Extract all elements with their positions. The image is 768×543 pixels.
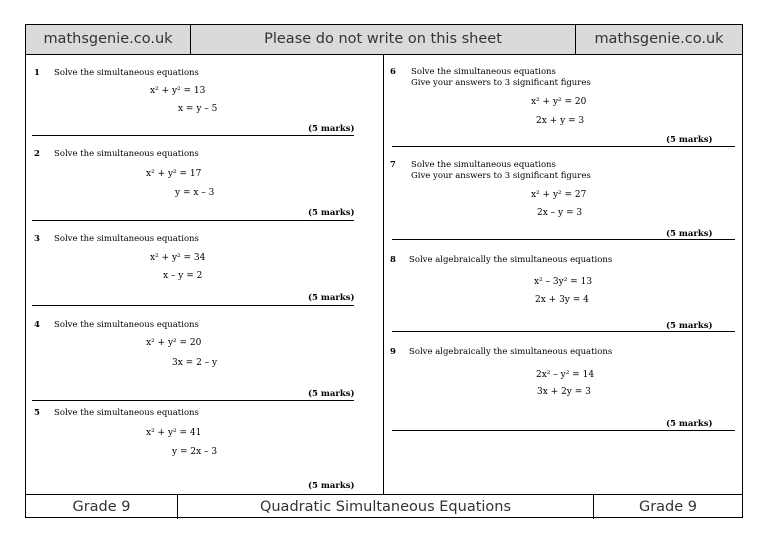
question-instruction: Solve the simultaneous equations — [411, 67, 556, 77]
marks-label: (5 marks) — [666, 135, 713, 145]
equation-2: y = 2x – 3 — [172, 447, 218, 457]
marks-label: (5 marks) — [666, 419, 713, 429]
equation-2: x – y = 2 — [163, 271, 203, 281]
question-number: 8 — [390, 255, 396, 265]
question-instruction: Solve the simultaneous equations — [54, 234, 199, 244]
equation-2: 2x – y = 3 — [537, 208, 583, 218]
question-instruction: Solve the simultaneous equations — [411, 160, 556, 170]
worksheet — [25, 24, 743, 518]
answer-rule — [392, 430, 735, 431]
answer-rule — [392, 239, 735, 240]
answer-rule — [32, 135, 354, 136]
header-right-site: mathsgenie.co.uk — [594, 31, 724, 47]
answer-rule — [392, 331, 735, 332]
question-instruction: Solve algebraically the simultaneous equations — [409, 255, 613, 265]
question-number: 6 — [390, 67, 396, 77]
question-number: 7 — [390, 160, 396, 170]
question-number: 2 — [34, 149, 40, 159]
marks-label: (5 marks) — [308, 124, 355, 134]
answer-rule — [392, 146, 735, 147]
question-instruction: Give your answers to 3 significant figures — [411, 171, 591, 181]
question-instruction: Solve algebraically the simultaneous equations — [409, 347, 613, 357]
answer-rule — [32, 220, 354, 221]
footer-bar — [26, 494, 742, 519]
marks-label: (5 marks) — [308, 481, 355, 491]
equation-2: x = y – 5 — [178, 104, 218, 114]
equation-1: x² + y² = 17 — [146, 169, 202, 179]
question-number: 5 — [34, 408, 40, 418]
marks-label: (5 marks) — [308, 208, 355, 218]
column-divider — [383, 55, 384, 494]
header-left-site: mathsgenie.co.uk — [43, 31, 173, 47]
equation-2: 2x + y = 3 — [536, 116, 585, 126]
equation-1: x² + y² = 13 — [150, 86, 206, 96]
equation-2: 2x + 3y = 4 — [535, 295, 589, 305]
marks-label: (5 marks) — [308, 389, 355, 399]
header-notice: Please do not write on this sheet — [264, 31, 502, 47]
question-instruction: Solve the simultaneous equations — [54, 68, 199, 78]
equation-1: x² + y² = 20 — [531, 97, 587, 107]
answer-rule — [32, 305, 354, 306]
equation-1: x² – 3y² = 13 — [534, 277, 593, 287]
equation-2: y = x – 3 — [175, 188, 215, 198]
question-instruction: Solve the simultaneous equations — [54, 408, 199, 418]
question-instruction: Solve the simultaneous equations — [54, 320, 199, 330]
question-instruction: Solve the simultaneous equations — [54, 149, 199, 159]
equation-2: 3x = 2 – y — [172, 358, 218, 368]
header-bar — [26, 25, 742, 55]
equation-1: x² + y² = 41 — [146, 428, 202, 438]
equation-1: x² + y² = 20 — [146, 338, 202, 348]
question-number: 9 — [390, 347, 396, 357]
equation-1: x² + y² = 34 — [150, 253, 206, 263]
footer-topic-title: Quadratic Simultaneous Equations — [259, 499, 512, 515]
answer-rule — [32, 400, 354, 401]
equation-2: 3x + 2y = 3 — [537, 387, 591, 397]
question-number: 4 — [34, 320, 40, 330]
marks-label: (5 marks) — [666, 321, 713, 331]
question-number: 1 — [34, 68, 40, 78]
equation-1: 2x² – y² = 14 — [536, 370, 595, 380]
marks-label: (5 marks) — [308, 293, 355, 303]
equation-1: x² + y² = 27 — [531, 190, 587, 200]
question-instruction: Give your answers to 3 significant figures — [411, 78, 591, 88]
footer-grade-left: Grade 9 — [72, 499, 131, 515]
marks-label: (5 marks) — [666, 229, 713, 239]
question-number: 3 — [34, 234, 40, 244]
footer-grade-right: Grade 9 — [638, 499, 698, 515]
